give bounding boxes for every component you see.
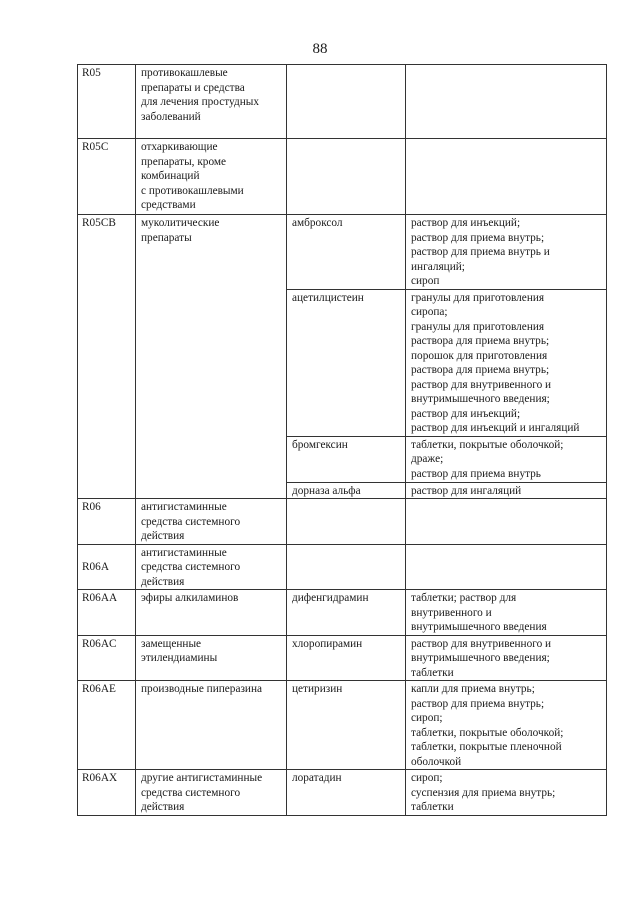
drug-name: дорназа альфа: [287, 482, 406, 499]
drug-name: [287, 139, 406, 215]
dosage-forms: [406, 139, 607, 215]
table-row: [78, 215, 607, 290]
table-row: [78, 482, 607, 499]
dosage-forms: [406, 544, 607, 590]
table-row: [78, 590, 607, 636]
dosage-forms: [406, 499, 607, 545]
pharm-group: муколитические препараты: [136, 215, 287, 290]
table-row: [78, 65, 607, 139]
drug-name: хлоропирамин: [287, 635, 406, 681]
table-row: [78, 681, 607, 770]
drug-name: [287, 499, 406, 545]
atc-code: R06AE: [78, 681, 136, 770]
atc-code: [78, 289, 136, 436]
pharm-group: замещенные этилендиамины: [136, 635, 287, 681]
drug-name: лоратадин: [287, 770, 406, 816]
pharm-group: антигистаминные средства системного действия: [136, 544, 287, 590]
atc-code: R06AX: [78, 770, 136, 816]
drug-name: [287, 65, 406, 139]
dosage-forms: [406, 65, 607, 139]
page-number: 88: [312, 41, 328, 57]
table-row: [78, 139, 607, 215]
drug-name: цетиризин: [287, 681, 406, 770]
atc-code: R06AC: [78, 635, 136, 681]
dosage-forms: таблетки; раствор для внутривенного и внутримышечного введения: [406, 590, 607, 636]
dosage-forms: таблетки, покрытые оболочкой; драже; раствор для приема внутрь: [406, 436, 607, 482]
table-row: [78, 544, 607, 590]
atc-code: [78, 482, 136, 499]
table-row: [78, 289, 607, 436]
pharm-group: [136, 289, 287, 436]
pharm-group: [136, 482, 287, 499]
pharm-group: противокашлевые препараты и средства для лечения простудных заболеваний: [136, 65, 287, 139]
pharm-group: отхаркивающие препараты, кроме комбинаций с противокашлевыми средствами: [136, 139, 287, 215]
table-row: [78, 499, 607, 545]
pharm-group: антигистаминные средства системного действия: [136, 499, 287, 545]
atc-code: R06AA: [78, 590, 136, 636]
dosage-forms: раствор для внутривенного и внутримышечного введения; таблетки: [406, 635, 607, 681]
table-row: [78, 770, 607, 816]
dosage-forms: гранулы для приготовления сиропа; гранулы для приготовления раствора для приема внутрь; порошок для приготовления раствора для приема внутрь; раствор для внутривенного и внутримышечного введения; раствор для инъекций; раствор для инъекций и ингаляций: [406, 289, 607, 436]
drug-name: ацетилцистеин: [287, 289, 406, 436]
atc-code: R05: [78, 65, 136, 139]
dosage-forms: сироп; суспензия для приема внутрь; таблетки: [406, 770, 607, 816]
table-row: [78, 436, 607, 482]
dosage-forms: раствор для инъекций; раствор для приема внутрь; раствор для приема внутрь и ингаляций; сироп: [406, 215, 607, 290]
pharm-group: другие антигистаминные средства системного действия: [136, 770, 287, 816]
pharm-group: эфиры алкиламинов: [136, 590, 287, 636]
atc-code: R05CB: [78, 215, 136, 290]
drug-name: бромгексин: [287, 436, 406, 482]
drug-name: [287, 544, 406, 590]
drug-name: амброксол: [287, 215, 406, 290]
dosage-forms: раствор для ингаляций: [406, 482, 607, 499]
atc-code: R06A: [78, 544, 136, 590]
drug-name: дифенгидрамин: [287, 590, 406, 636]
atc-code: R06: [78, 499, 136, 545]
table-row: [78, 635, 607, 681]
atc-code: [78, 436, 136, 482]
atc-code: R05C: [78, 139, 136, 215]
pharm-group: [136, 436, 287, 482]
dosage-forms: капли для приема внутрь; раствор для приема внутрь; сироп; таблетки, покрытые оболочкой; таблетки, покрытые пленочной оболочкой: [406, 681, 607, 770]
pharm-group: производные пиперазина: [136, 681, 287, 770]
drug-table: [77, 64, 607, 816]
